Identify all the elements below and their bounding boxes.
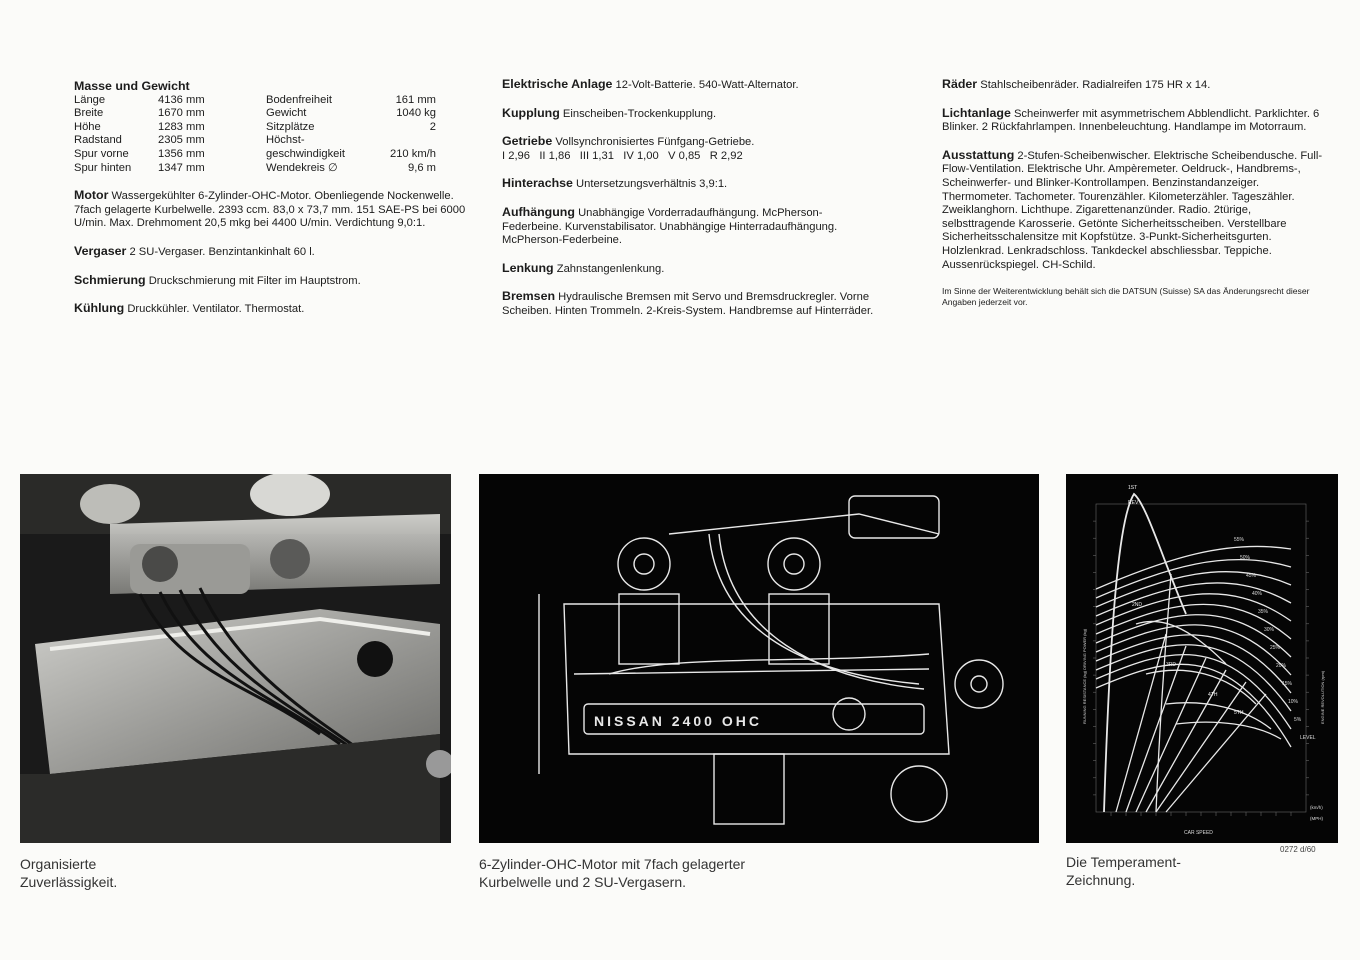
dims-value: 2 xyxy=(429,120,436,133)
spec-column-3 xyxy=(942,78,1327,307)
spec-schmierung xyxy=(74,274,474,289)
spec-label: Räder xyxy=(942,77,978,91)
spec-label: Aufhängung xyxy=(502,204,575,219)
curve-label: 1ST xyxy=(1128,485,1138,491)
engine-bay-illustration xyxy=(20,474,451,843)
spec-label: Vergaser xyxy=(74,243,127,258)
grade-label: 30% xyxy=(1264,627,1275,633)
dims-title: Masse und Gewicht xyxy=(74,79,190,93)
x-axis-label: CAR SPEED xyxy=(1184,830,1213,836)
spec-label: Elektrische Anlage xyxy=(502,77,613,91)
spec-text: Vollsynchronisiertes Fünfgang-Getriebe. xyxy=(555,136,755,149)
spec-text: 2-Stufen-Scheibenwischer. Elektrische Scheibendusche. Full-Flow-Ventilation. Elektrische Uhr. Ampèremeter. Oeldruck-, Handbrems-, Scheinwerfer- und Blinker-Kontrollampen. Benzinstandanzeiger. Thermometer. Tachometer. Tourenzähler. Kilometerzähler. Tageszähler. Zweiklanghorn. Lichthupe. Zigarettenanzünder. Radio. 2türige, selbsttragende Karosserie. Getönte Sicherheitsscheiben. Verstellbare Sicherheitsschalensitze mit Kopfstütze. 3-Punkt-Sicherheitsgurten. Holzlenkrad. Lenkradschloss. Tankdeckel abschliessbar. Teppiche. Aussenrückspiegel. CH-Schild. xyxy=(942,149,1323,271)
dims-value: 4136 mm xyxy=(158,93,205,106)
grade-label: 20% xyxy=(1276,663,1287,669)
engine-line-drawing xyxy=(479,474,1039,843)
dims-label: Höchst- xyxy=(266,134,305,147)
dims-value: 210 km/h xyxy=(389,147,436,160)
spec-text: Unabhängige Vorderradaufhängung. McPherson-Federbeine. Kurvenstabilisator. Unabhängige Hinterradaufhängung. McPherson-Federbeine. xyxy=(502,206,838,247)
spec-label: Bremsen xyxy=(502,289,556,304)
spec-motor xyxy=(74,189,474,231)
engine-drawing xyxy=(479,474,1039,843)
spec-text: Zahnstangenlenkung. xyxy=(556,262,665,275)
dims-value: 2305 mm xyxy=(158,134,205,147)
dims-value: 1040 kg xyxy=(396,107,436,120)
spec-label: Lichtanlage xyxy=(942,105,1011,120)
spec-kuehlung xyxy=(74,302,474,317)
x-unit-label: (km/h) xyxy=(1310,805,1323,810)
spec-text: Scheinwerfer mit asymmetrischem Abblendlicht. Parklichter. 6 Blinker. 2 Rückfahrlampen. Innenbeleuchtung. Handlampe im Motorraum. xyxy=(942,107,1320,134)
dims-value xyxy=(376,134,436,148)
curve-label: 3RD xyxy=(1166,662,1177,668)
gear-ratios: I 2,96 II 1,86 III 1,31 IV 1,00 V 0,85 R 2,92 xyxy=(502,149,743,162)
dims-value: 1283 mm xyxy=(158,120,205,133)
grade-label: 25% xyxy=(1270,645,1281,651)
caption-line: Kurbelwelle und 2 SU-Vergasern. xyxy=(479,874,687,890)
dims-row xyxy=(74,107,436,121)
spec-text: Hydraulische Bremsen mit Servo und Bremsdruckregler. Vorne Scheiben. Hinten Trommeln. 2-Kreis-System. Handbremse auf Hinterräder. xyxy=(502,291,874,317)
spec-hinterachse xyxy=(502,177,882,192)
dims-label: Länge xyxy=(74,93,106,106)
publication-code: 0272 d/60 xyxy=(1280,845,1316,854)
dims-label: Höhe xyxy=(74,120,101,133)
dims-row xyxy=(74,94,436,108)
dims-label: Spur vorne xyxy=(74,147,129,160)
spec-label: Hinterachse xyxy=(502,176,573,191)
disclaimer-note: Im Sinne der Weiterentwicklung behält sich die DATSUN (Suisse) SA das Änderungsrecht dieser Angaben jederzeit vor. xyxy=(942,286,1310,307)
dims-table xyxy=(74,94,436,176)
spec-text: Stahlscheibenräder. Radialreifen 175 HR x 14. xyxy=(980,79,1211,91)
dims-value: 1356 mm xyxy=(158,147,205,160)
spec-column-1 xyxy=(74,80,474,331)
dims-label: Wendekreis ∅ xyxy=(266,161,338,174)
spec-text: Druckkühler. Ventilator. Thermostat. xyxy=(127,303,305,316)
spec-text: Wassergekühlter 6-Zylinder-OHC-Motor. Obenliegende Nockenwelle. 7fach gelagerte Kurbelwelle. 2393 ccm. 83,0 x 73,7 mm. 151 SAE-PS bei 6000 U/min. Max. Drehmoment 20,5 mkg bei 4400 U/min. Verdichtung 9,0:1. xyxy=(74,190,466,230)
grade-label: 10% xyxy=(1288,699,1299,705)
curve-label: REV xyxy=(1128,500,1139,506)
grade-label: 35% xyxy=(1258,609,1269,615)
caption-photo-3 xyxy=(1066,853,1266,889)
dims-label: Sitzplätze xyxy=(266,120,315,133)
grade-label: LEVEL xyxy=(1300,735,1316,741)
grade-label: 15% xyxy=(1282,681,1293,687)
dims-row xyxy=(74,134,436,148)
spec-licht xyxy=(942,107,1327,135)
dims-row xyxy=(74,121,436,135)
x-unit-label: (MPH) xyxy=(1310,816,1323,821)
spec-text: Druckschmierung mit Filter im Hauptstrom. xyxy=(148,274,361,287)
y-axis-label-left: RUNNING RESISTANCE (kg) DRIVING POWER (kg) xyxy=(1082,628,1087,724)
spec-aufhaengung xyxy=(502,206,882,248)
dims-value: 1347 mm xyxy=(158,161,205,174)
spec-label: Schmierung xyxy=(74,272,146,287)
dims-value: 1670 mm xyxy=(158,107,205,120)
spec-text: Einscheiben-Trockenkupplung. xyxy=(562,107,717,120)
curve-label: 2ND xyxy=(1132,602,1143,608)
dims-value: 9,6 m xyxy=(408,161,436,174)
engine-bay-photo xyxy=(20,474,451,843)
spec-text: 2 SU-Vergaser. Benzintankinhalt 60 l. xyxy=(129,245,315,258)
spec-label: Ausstattung xyxy=(942,147,1015,162)
spec-elektrisch xyxy=(502,78,882,93)
spec-ausstattung xyxy=(942,149,1327,272)
spec-getriebe xyxy=(502,135,882,163)
grade-label: 45% xyxy=(1246,573,1257,579)
dims-row xyxy=(74,162,436,176)
spec-text: Untersetzungsverhältnis 3,9:1. xyxy=(576,178,728,191)
caption-line: Zeichnung. xyxy=(1066,872,1136,888)
y-axis-label-right: ENGINE REVOLUTION (rpm) xyxy=(1320,670,1325,724)
caption-photo-1 xyxy=(20,855,220,891)
spec-column-2 xyxy=(502,78,882,333)
engine-label: NISSAN 2400 OHC xyxy=(594,713,762,729)
spec-label: Kühlung xyxy=(74,301,125,316)
spec-lenkung xyxy=(502,262,882,277)
spec-text: 12-Volt-Batterie. 540-Watt-Alternator. xyxy=(615,79,799,91)
dims-label: Gewicht xyxy=(266,107,307,120)
grade-label: 50% xyxy=(1240,555,1251,561)
spec-label: Lenkung xyxy=(502,260,554,275)
spec-label: Motor xyxy=(74,188,109,203)
spec-label: Getriebe xyxy=(502,134,553,149)
caption-line: Organisierte xyxy=(20,856,97,872)
dims-row xyxy=(74,148,436,162)
caption-line: 6-Zylinder-OHC-Motor mit 7fach gelagerter xyxy=(479,856,746,872)
caption-line: Die Temperament- xyxy=(1066,854,1181,870)
grade-label: 5% xyxy=(1294,717,1302,723)
spec-raeder xyxy=(942,78,1327,93)
spec-kupplung xyxy=(502,107,882,122)
dims-label: Breite xyxy=(74,107,104,120)
grade-label: 40% xyxy=(1252,591,1263,597)
spec-vergaser xyxy=(74,245,474,260)
caption-photo-2 xyxy=(479,855,819,891)
curve-label: 5TH xyxy=(1234,710,1244,716)
performance-chart xyxy=(1066,474,1338,843)
spec-bremsen xyxy=(502,290,882,318)
performance-chart-svg xyxy=(1066,474,1338,843)
dims-label: Bodenfreiheit xyxy=(266,93,332,106)
caption-line: Zuverlässigkeit. xyxy=(20,874,118,890)
spec-label: Kupplung xyxy=(502,105,560,120)
dims-label: Radstand xyxy=(74,134,122,147)
dims-value: 161 mm xyxy=(395,93,436,106)
dims-label: Spur hinten xyxy=(74,161,132,174)
curve-label: 4TH xyxy=(1208,692,1218,698)
dims-label: geschwindigkeit xyxy=(266,147,345,160)
grade-label: 55% xyxy=(1234,537,1245,543)
